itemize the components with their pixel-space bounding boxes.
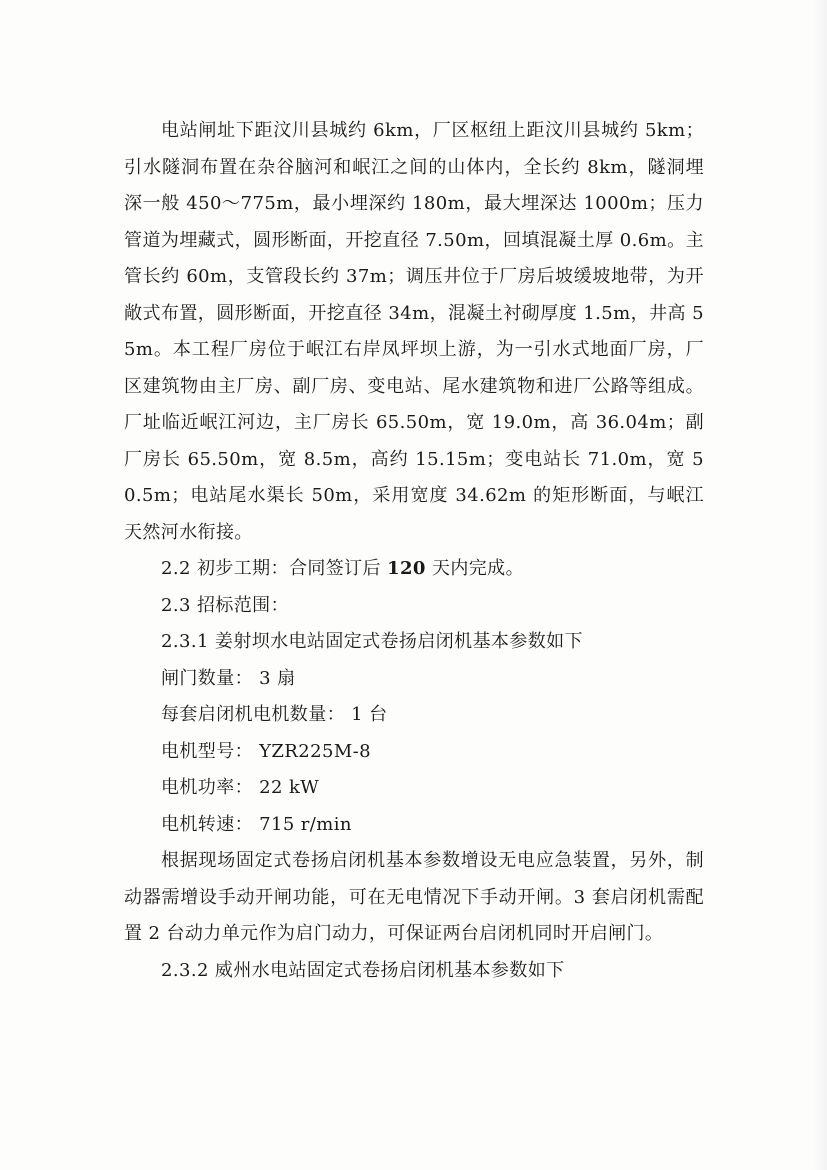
param-motor-count: 每套启闭机电机数量： 1 台 (161, 704, 388, 725)
scan-shadow-edge (813, 0, 827, 1170)
section-2-2-schedule (124, 551, 704, 588)
param-motor-speed: 电机转速： 715 r/min (161, 813, 352, 835)
schedule-days: 120 (387, 558, 426, 579)
section-2-3-2-heading: 2.3.2 威州水电站固定式卷扬启闭机基本参数如下 (161, 959, 565, 981)
project-description-paragraph: 电站闸址下距汶川县城约 6km，厂区枢纽上距汶川县城约 5km；引水隧洞布置在杂谷脑河和岷江之间的山体内，全长约 8km，隧洞埋深一般 450～775m，最小埋深约 180m，最大埋深达 1000m；压力管道为埋藏式，圆形断面，开挖直径 7.50m，回填混凝土厚 0.6m。主管长约 60m，支管段长约 37m；调压井位于厂房后坡缓坡地带，为开敞式布置，圆形断面，开挖直径 34m，混凝土衬砌厚度 1.5m，井高 55m。本工程厂房位于岷江右岸凤坪坝上游，为一引水式地面厂房，厂区建筑物由主厂房、副厂房、变电站、尾水建筑物和进厂公路等组成。厂址临近岷江河边，主厂房长 65.50m，宽 19.0m，高 36.04m；副厂房长 65.50m，宽 8.5m，高约 15.15m；变电站长 71.0m，宽 50.5m；电站尾水渠长 50m，采用宽度 34.62m 的矩形断面，与岷江天然河水衔接。 (124, 120, 704, 543)
param-gate-count: 闸门数量： 3 扇 (161, 667, 296, 689)
param-motor-model: 电机型号： YZR225M-8 (161, 740, 371, 762)
schedule-suffix: 天内完成。 (425, 558, 524, 579)
document-body (124, 113, 704, 989)
section-2-3-heading: 2.3 招标范围： (161, 594, 289, 616)
emergency-device-paragraph: 根据现场固定式卷扬启闭机基本参数增设无电应急装置，另外，制动器需增设手动开闸功能，可在无电情况下手动开闸。3 套启闭机需配置 2 台动力单元作为启门动力，可保证两台启闭机同时开启闸门。 (124, 850, 704, 944)
param-motor-power: 电机功率： 22 kW (161, 777, 320, 798)
schedule-prefix: 2.2 初步工期：合同签订后 (161, 558, 388, 579)
section-2-3-1-heading: 2.3.1 姜射坝水电站固定式卷扬启闭机基本参数如下 (161, 631, 583, 652)
